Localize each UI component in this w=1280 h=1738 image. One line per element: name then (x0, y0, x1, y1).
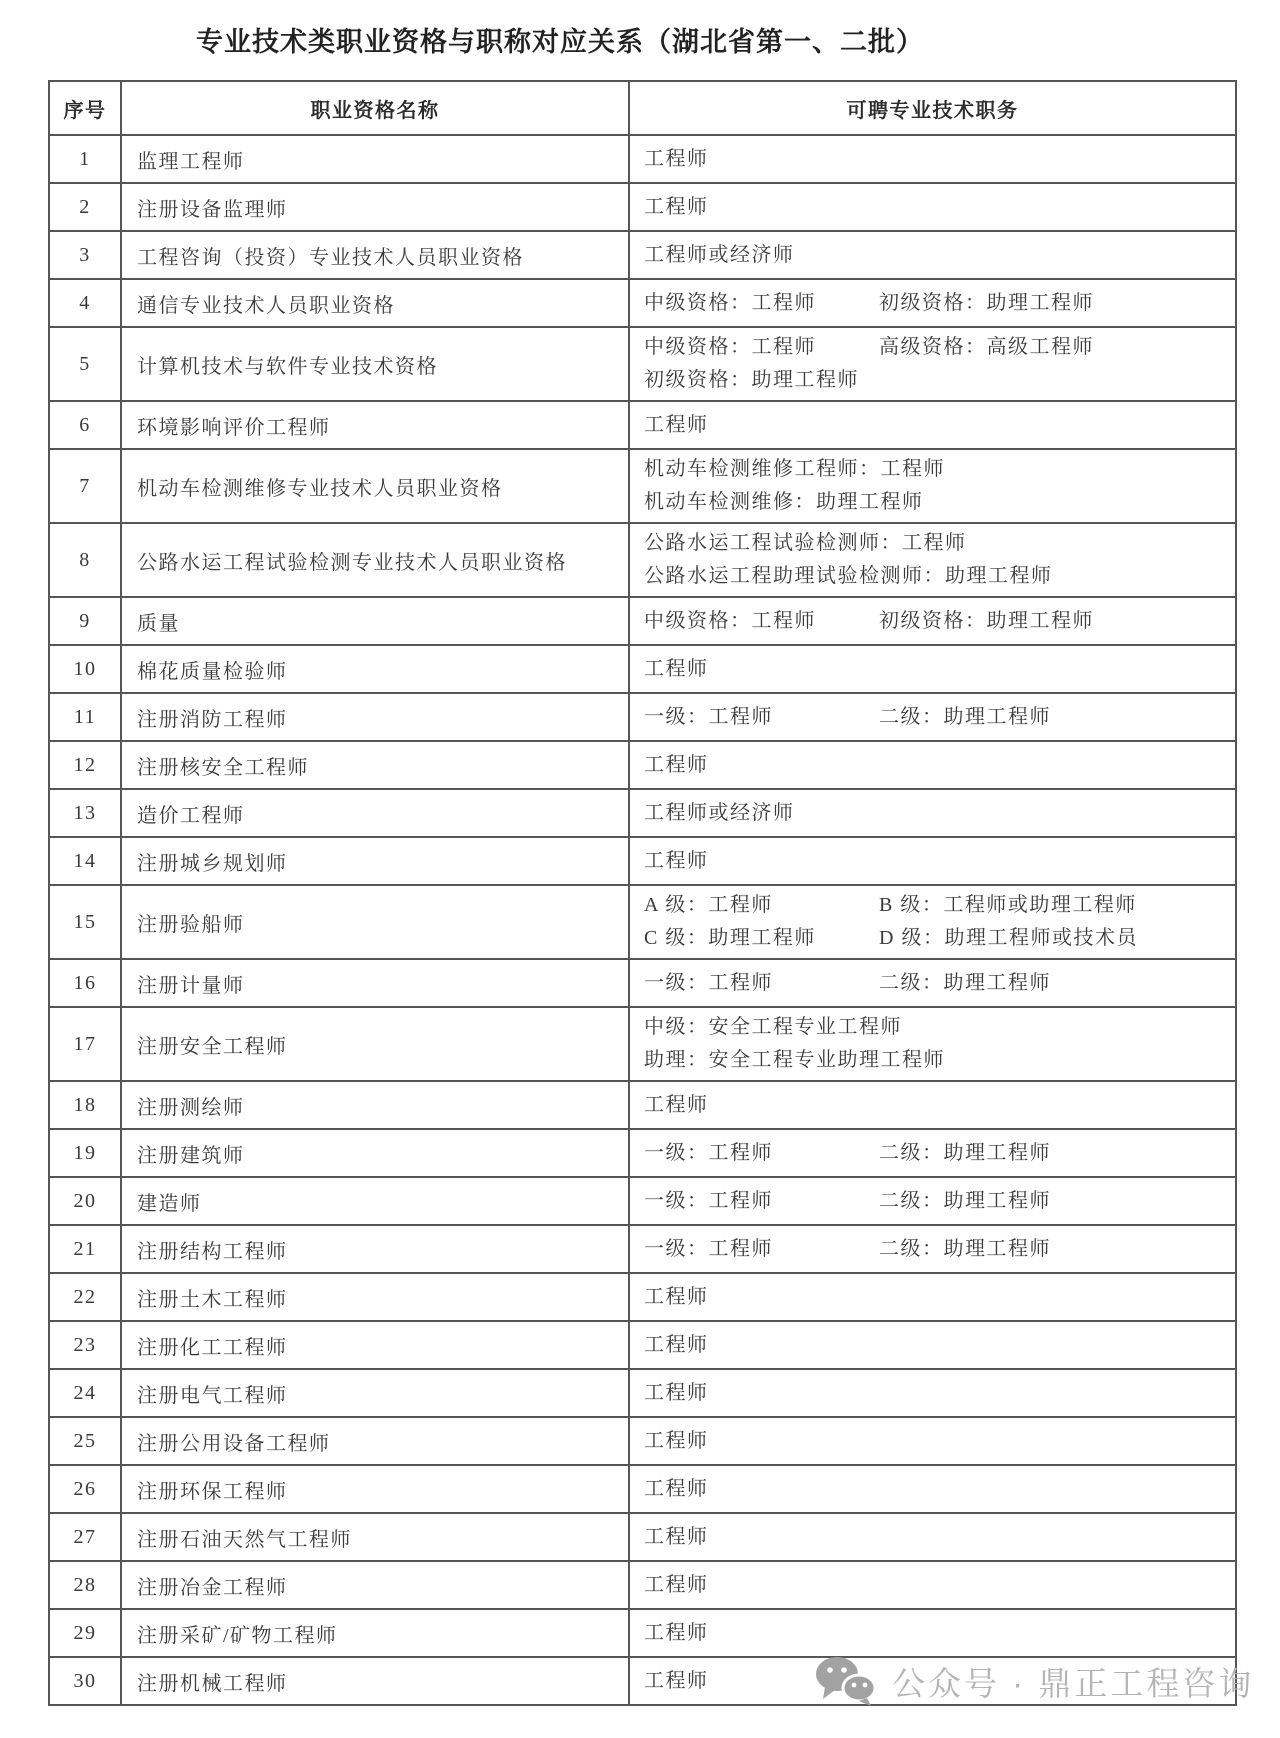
row-serial-number: 6 (49, 401, 121, 449)
title-line (644, 967, 1235, 1000)
table-row (49, 449, 1236, 523)
qualification-name: 公路水运工程试验检测专业技术人员职业资格 (121, 523, 629, 597)
appointable-titles (629, 1321, 1236, 1369)
qualification-name: 注册计量师 (121, 959, 629, 1007)
table-row (49, 1007, 1236, 1081)
title-segment: 中级资格：工程师 (644, 336, 816, 358)
title-segment: 中级资格：工程师 (644, 291, 816, 314)
wechat-icon (815, 1655, 877, 1707)
qualification-name: 监理工程师 (121, 135, 629, 183)
qualification-name: 注册消防工程师 (121, 693, 629, 741)
title-segment: 机动车检测维修：助理工程师 (644, 491, 924, 513)
title-segment: 工程师 (644, 1573, 709, 1596)
title-line (644, 1377, 1235, 1410)
title-line (644, 486, 1235, 519)
title-segment: 一级：工程师 (644, 1141, 773, 1164)
qualification-name: 注册核安全工程师 (121, 741, 629, 789)
table-row (49, 1417, 1236, 1465)
title-segment: 工程师 (644, 1621, 709, 1644)
appointable-titles (629, 741, 1236, 789)
title-segment: 二级：助理工程师 (879, 705, 1051, 728)
title-segment: 二级：助理工程师 (879, 1237, 1051, 1260)
appointable-titles (629, 1417, 1236, 1465)
qualification-name: 通信专业技术人员职业资格 (121, 279, 629, 327)
appointable-titles (629, 693, 1236, 741)
table-row (49, 1465, 1236, 1513)
table-row (49, 597, 1236, 645)
title-line (644, 364, 1235, 397)
table-row (49, 1513, 1236, 1561)
qualification-name: 注册石油天然气工程师 (121, 1513, 629, 1561)
appointable-titles (629, 789, 1236, 837)
title-segment: 一级：工程师 (644, 971, 773, 994)
title-line (644, 749, 1235, 782)
row-serial-number: 17 (49, 1007, 121, 1081)
row-serial-number: 9 (49, 597, 121, 645)
title-line (644, 797, 1235, 830)
table-row (49, 1561, 1236, 1609)
title-segment: 工程师 (644, 1525, 709, 1548)
title-segment: 工程师 (644, 195, 709, 218)
title-line (644, 701, 1235, 734)
appointable-titles (629, 1465, 1236, 1513)
appointable-titles (629, 1609, 1236, 1657)
table-row (49, 741, 1236, 789)
row-serial-number: 11 (49, 693, 121, 741)
table-row (49, 401, 1236, 449)
table-row (49, 693, 1236, 741)
qualification-name: 注册安全工程师 (121, 1007, 629, 1081)
table-row (49, 1321, 1236, 1369)
qualification-table (48, 80, 1237, 1706)
row-serial-number: 19 (49, 1129, 121, 1177)
qualification-name: 注册冶金工程师 (121, 1561, 629, 1609)
appointable-titles (629, 1081, 1236, 1129)
row-serial-number: 16 (49, 959, 121, 1007)
appointable-titles (629, 523, 1236, 597)
title-segment: 工程师 (644, 1333, 709, 1356)
title-segment: 助理：安全工程专业助理工程师 (644, 1049, 945, 1071)
row-serial-number: 1 (49, 135, 121, 183)
appointable-titles (629, 1273, 1236, 1321)
title-line (644, 453, 1235, 486)
title-segment: 工程师 (644, 849, 709, 872)
title-line (644, 1011, 1235, 1044)
appointable-titles (629, 135, 1236, 183)
qualification-name: 质量 (121, 597, 629, 645)
title-segment: 高级资格：高级工程师 (879, 336, 1094, 358)
title-segment: 中级资格：工程师 (644, 609, 816, 632)
qualification-name: 注册采矿/矿物工程师 (121, 1609, 629, 1657)
row-serial-number: 20 (49, 1177, 121, 1225)
title-segment: B 级：工程师或助理工程师 (879, 894, 1137, 916)
title-line (644, 1473, 1235, 1506)
title-segment: 工程师 (644, 1093, 709, 1116)
title-segment: 二级：助理工程师 (879, 1141, 1051, 1164)
title-segment: 工程师 (644, 147, 709, 170)
table-row (49, 645, 1236, 693)
appointable-titles (629, 1007, 1236, 1081)
title-line (644, 1044, 1235, 1077)
title-line (644, 922, 1235, 955)
header-appointable-title: 可聘专业技术职务 (629, 81, 1236, 135)
title-segment: 工程师 (644, 657, 709, 680)
table-row (49, 959, 1236, 1007)
title-line (644, 1617, 1235, 1650)
title-line (644, 1281, 1235, 1314)
title-line (644, 560, 1235, 593)
title-segment: 工程师或经济师 (644, 243, 795, 266)
title-line (644, 287, 1235, 320)
appointable-titles (629, 279, 1236, 327)
appointable-titles (629, 645, 1236, 693)
appointable-titles (629, 597, 1236, 645)
qualification-name: 注册结构工程师 (121, 1225, 629, 1273)
qualification-name: 棉花质量检验师 (121, 645, 629, 693)
row-serial-number: 2 (49, 183, 121, 231)
table-header-row (49, 81, 1236, 135)
title-segment: 初级资格：助理工程师 (879, 291, 1094, 314)
table-row (49, 1129, 1236, 1177)
row-serial-number: 28 (49, 1561, 121, 1609)
row-serial-number: 5 (49, 327, 121, 401)
row-serial-number: 15 (49, 885, 121, 959)
table-row (49, 1081, 1236, 1129)
appointable-titles (629, 183, 1236, 231)
watermark (815, 1655, 1254, 1707)
table-row (49, 1609, 1236, 1657)
appointable-titles (629, 837, 1236, 885)
table-row (49, 1273, 1236, 1321)
appointable-titles (629, 1561, 1236, 1609)
title-segment: 公路水运工程试验检测师：工程师 (644, 532, 967, 554)
title-segment: 工程师 (644, 1669, 709, 1692)
title-segment: 工程师 (644, 413, 709, 436)
qualification-name: 计算机技术与软件专业技术资格 (121, 327, 629, 401)
title-segment: 工程师或经济师 (644, 801, 795, 824)
title-segment: 一级：工程师 (644, 1189, 773, 1212)
title-segment: 初级资格：助理工程师 (879, 609, 1094, 632)
row-serial-number: 12 (49, 741, 121, 789)
row-serial-number: 27 (49, 1513, 121, 1561)
title-segment: 工程师 (644, 753, 709, 776)
qualification-name: 注册建筑师 (121, 1129, 629, 1177)
row-serial-number: 4 (49, 279, 121, 327)
row-serial-number: 18 (49, 1081, 121, 1129)
appointable-titles (629, 401, 1236, 449)
title-line (644, 409, 1235, 442)
title-segment: 工程师 (644, 1381, 709, 1404)
title-segment: D 级：助理工程师或技术员 (879, 927, 1138, 949)
header-serial-number: 序号 (49, 81, 121, 135)
table-row (49, 231, 1236, 279)
appointable-titles (629, 1177, 1236, 1225)
appointable-titles (629, 885, 1236, 959)
title-segment: 中级：安全工程专业工程师 (644, 1016, 902, 1038)
table-row (49, 837, 1236, 885)
row-serial-number: 29 (49, 1609, 121, 1657)
title-segment: 工程师 (644, 1429, 709, 1452)
title-segment: 机动车检测维修工程师：工程师 (644, 458, 945, 480)
title-segment: C 级：助理工程师 (644, 927, 816, 949)
appointable-titles (629, 959, 1236, 1007)
title-line (644, 605, 1235, 638)
row-serial-number: 25 (49, 1417, 121, 1465)
row-serial-number: 14 (49, 837, 121, 885)
title-segment: 工程师 (644, 1285, 709, 1308)
title-line (644, 331, 1235, 364)
title-line (644, 653, 1235, 686)
qualification-name: 注册测绘师 (121, 1081, 629, 1129)
qualification-name: 建造师 (121, 1177, 629, 1225)
row-serial-number: 10 (49, 645, 121, 693)
appointable-titles (629, 1369, 1236, 1417)
appointable-titles (629, 1225, 1236, 1273)
header-qualification-name: 职业资格名称 (121, 81, 629, 135)
row-serial-number: 26 (49, 1465, 121, 1513)
qualification-name: 注册环保工程师 (121, 1465, 629, 1513)
watermark-text: 公众号 · 鼎正工程咨询 (892, 1664, 1255, 1702)
page-title: 专业技术类职业资格与职称对应关系（湖北省第一、二批） (196, 27, 924, 57)
appointable-titles (629, 1513, 1236, 1561)
title-line (644, 1425, 1235, 1458)
row-serial-number: 24 (49, 1369, 121, 1417)
qualification-name: 注册电气工程师 (121, 1369, 629, 1417)
title-segment: 二级：助理工程师 (879, 971, 1051, 994)
table-row (49, 183, 1236, 231)
row-serial-number: 22 (49, 1273, 121, 1321)
qualification-name: 注册城乡规划师 (121, 837, 629, 885)
row-serial-number: 23 (49, 1321, 121, 1369)
title-line (644, 239, 1235, 272)
qualification-name: 注册土木工程师 (121, 1273, 629, 1321)
row-serial-number: 30 (49, 1657, 121, 1705)
title-segment: A 级：工程师 (644, 894, 773, 916)
title-line (644, 1089, 1235, 1122)
qualification-name: 造价工程师 (121, 789, 629, 837)
table-row (49, 279, 1236, 327)
table-row (49, 1369, 1236, 1417)
qualification-name: 注册设备监理师 (121, 183, 629, 231)
title-segment: 公路水运工程助理试验检测师：助理工程师 (644, 565, 1053, 587)
qualification-name: 注册公用设备工程师 (121, 1417, 629, 1465)
title-line (644, 1233, 1235, 1266)
title-segment: 工程师 (644, 1477, 709, 1500)
appointable-titles (629, 327, 1236, 401)
title-line (644, 1521, 1235, 1554)
row-serial-number: 7 (49, 449, 121, 523)
title-line (644, 143, 1235, 176)
qualification-name: 工程咨询（投资）专业技术人员职业资格 (121, 231, 629, 279)
row-serial-number: 3 (49, 231, 121, 279)
row-serial-number: 21 (49, 1225, 121, 1273)
title-line (644, 889, 1235, 922)
title-line (644, 191, 1235, 224)
title-segment: 一级：工程师 (644, 1237, 773, 1260)
appointable-titles (629, 449, 1236, 523)
qualification-name: 注册机械工程师 (121, 1657, 629, 1705)
appointable-titles (629, 1129, 1236, 1177)
appointable-titles (629, 231, 1236, 279)
table-row (49, 523, 1236, 597)
title-line (644, 845, 1235, 878)
title-segment: 初级资格：助理工程师 (644, 369, 859, 391)
title-line (644, 527, 1235, 560)
row-serial-number: 8 (49, 523, 121, 597)
table-row (49, 327, 1236, 401)
table-row (49, 1225, 1236, 1273)
title-line (644, 1329, 1235, 1362)
title-line (644, 1185, 1235, 1218)
qualification-name: 注册化工工程师 (121, 1321, 629, 1369)
table-row (49, 135, 1236, 183)
title-line (644, 1569, 1235, 1602)
qualification-name: 环境影响评价工程师 (121, 401, 629, 449)
title-segment: 二级：助理工程师 (879, 1189, 1051, 1212)
table-row (49, 789, 1236, 837)
title-line (644, 1137, 1235, 1170)
table-row (49, 1177, 1236, 1225)
table-body (49, 135, 1236, 1705)
title-segment: 一级：工程师 (644, 705, 773, 728)
row-serial-number: 13 (49, 789, 121, 837)
table-row (49, 885, 1236, 959)
qualification-name: 机动车检测维修专业技术人员职业资格 (121, 449, 629, 523)
qualification-name: 注册验船师 (121, 885, 629, 959)
